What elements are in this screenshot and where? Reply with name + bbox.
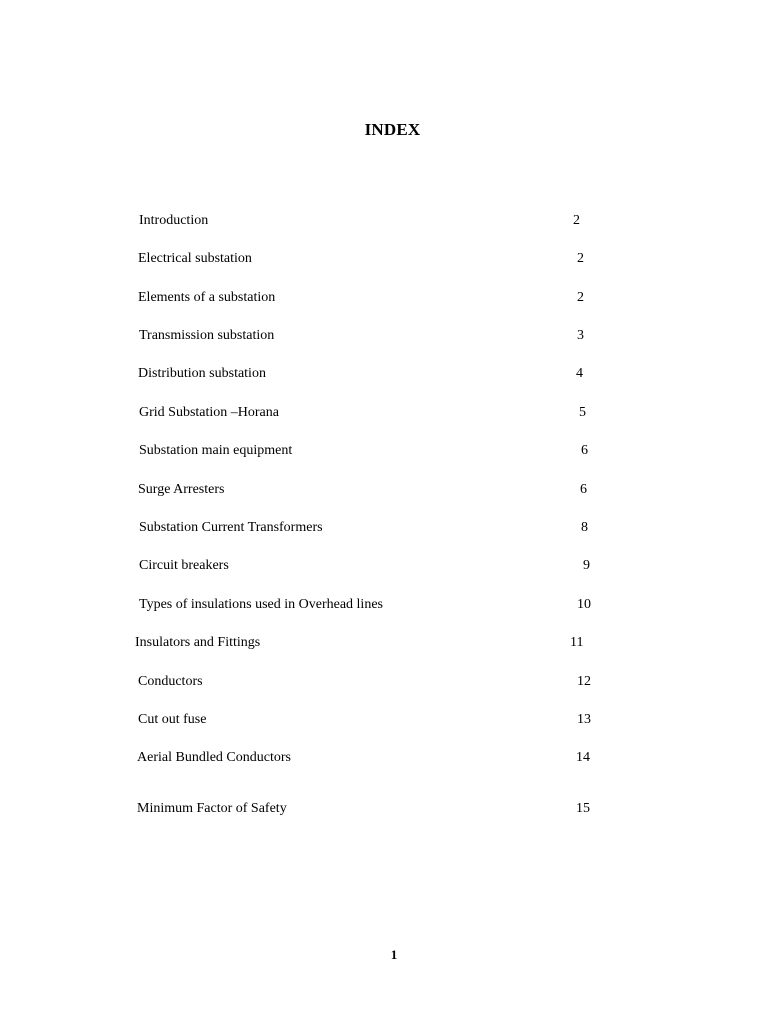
index-entry-label: Types of insulations used in Overhead lines (139, 597, 383, 612)
index-entry-page: 10 (577, 597, 591, 612)
index-entry-page: 2 (577, 290, 584, 305)
index-entry-label: Elements of a substation (138, 290, 276, 305)
index-entry-page: 11 (570, 635, 584, 650)
index-title: INDEX (364, 120, 421, 139)
page-number: 1 (390, 947, 398, 962)
index-entry-label: Surge Arresters (138, 482, 225, 497)
index-entry-page: 2 (573, 213, 580, 228)
index-entry-label: Aerial Bundled Conductors (137, 750, 291, 765)
index-entry-label: Electrical substation (138, 251, 252, 266)
index-entry-page: 4 (576, 366, 583, 381)
index-entry-label: Cut out fuse (138, 712, 207, 727)
index-entry-page: 9 (583, 558, 590, 573)
index-entry-page: 2 (577, 251, 584, 266)
index-entry-label: Insulators and Fittings (135, 635, 261, 650)
index-entry-page: 15 (576, 801, 590, 816)
index-entry-page: 8 (581, 520, 588, 535)
index-entry-label: Substation Current Transformers (139, 520, 323, 535)
index-entry-page: 6 (581, 443, 588, 458)
index-entry-label: Minimum Factor of Safety (137, 801, 287, 816)
index-entry-page: 13 (577, 712, 591, 727)
index-entry-label: Substation main equipment (139, 443, 293, 458)
index-entry-page: 14 (576, 750, 590, 765)
index-entry-label: Conductors (138, 674, 203, 689)
index-entry-label: Grid Substation –Horana (139, 405, 279, 420)
index-entry-label: Transmission substation (139, 328, 275, 343)
index-entry-label: Circuit breakers (139, 558, 229, 573)
index-entry-label: Distribution substation (138, 366, 266, 381)
index-entry-page: 5 (579, 405, 586, 420)
index-entry-label: Introduction (139, 213, 209, 228)
index-entry-page: 12 (577, 674, 591, 689)
index-entry-page: 6 (580, 482, 587, 497)
index-entry-page: 3 (577, 328, 584, 343)
